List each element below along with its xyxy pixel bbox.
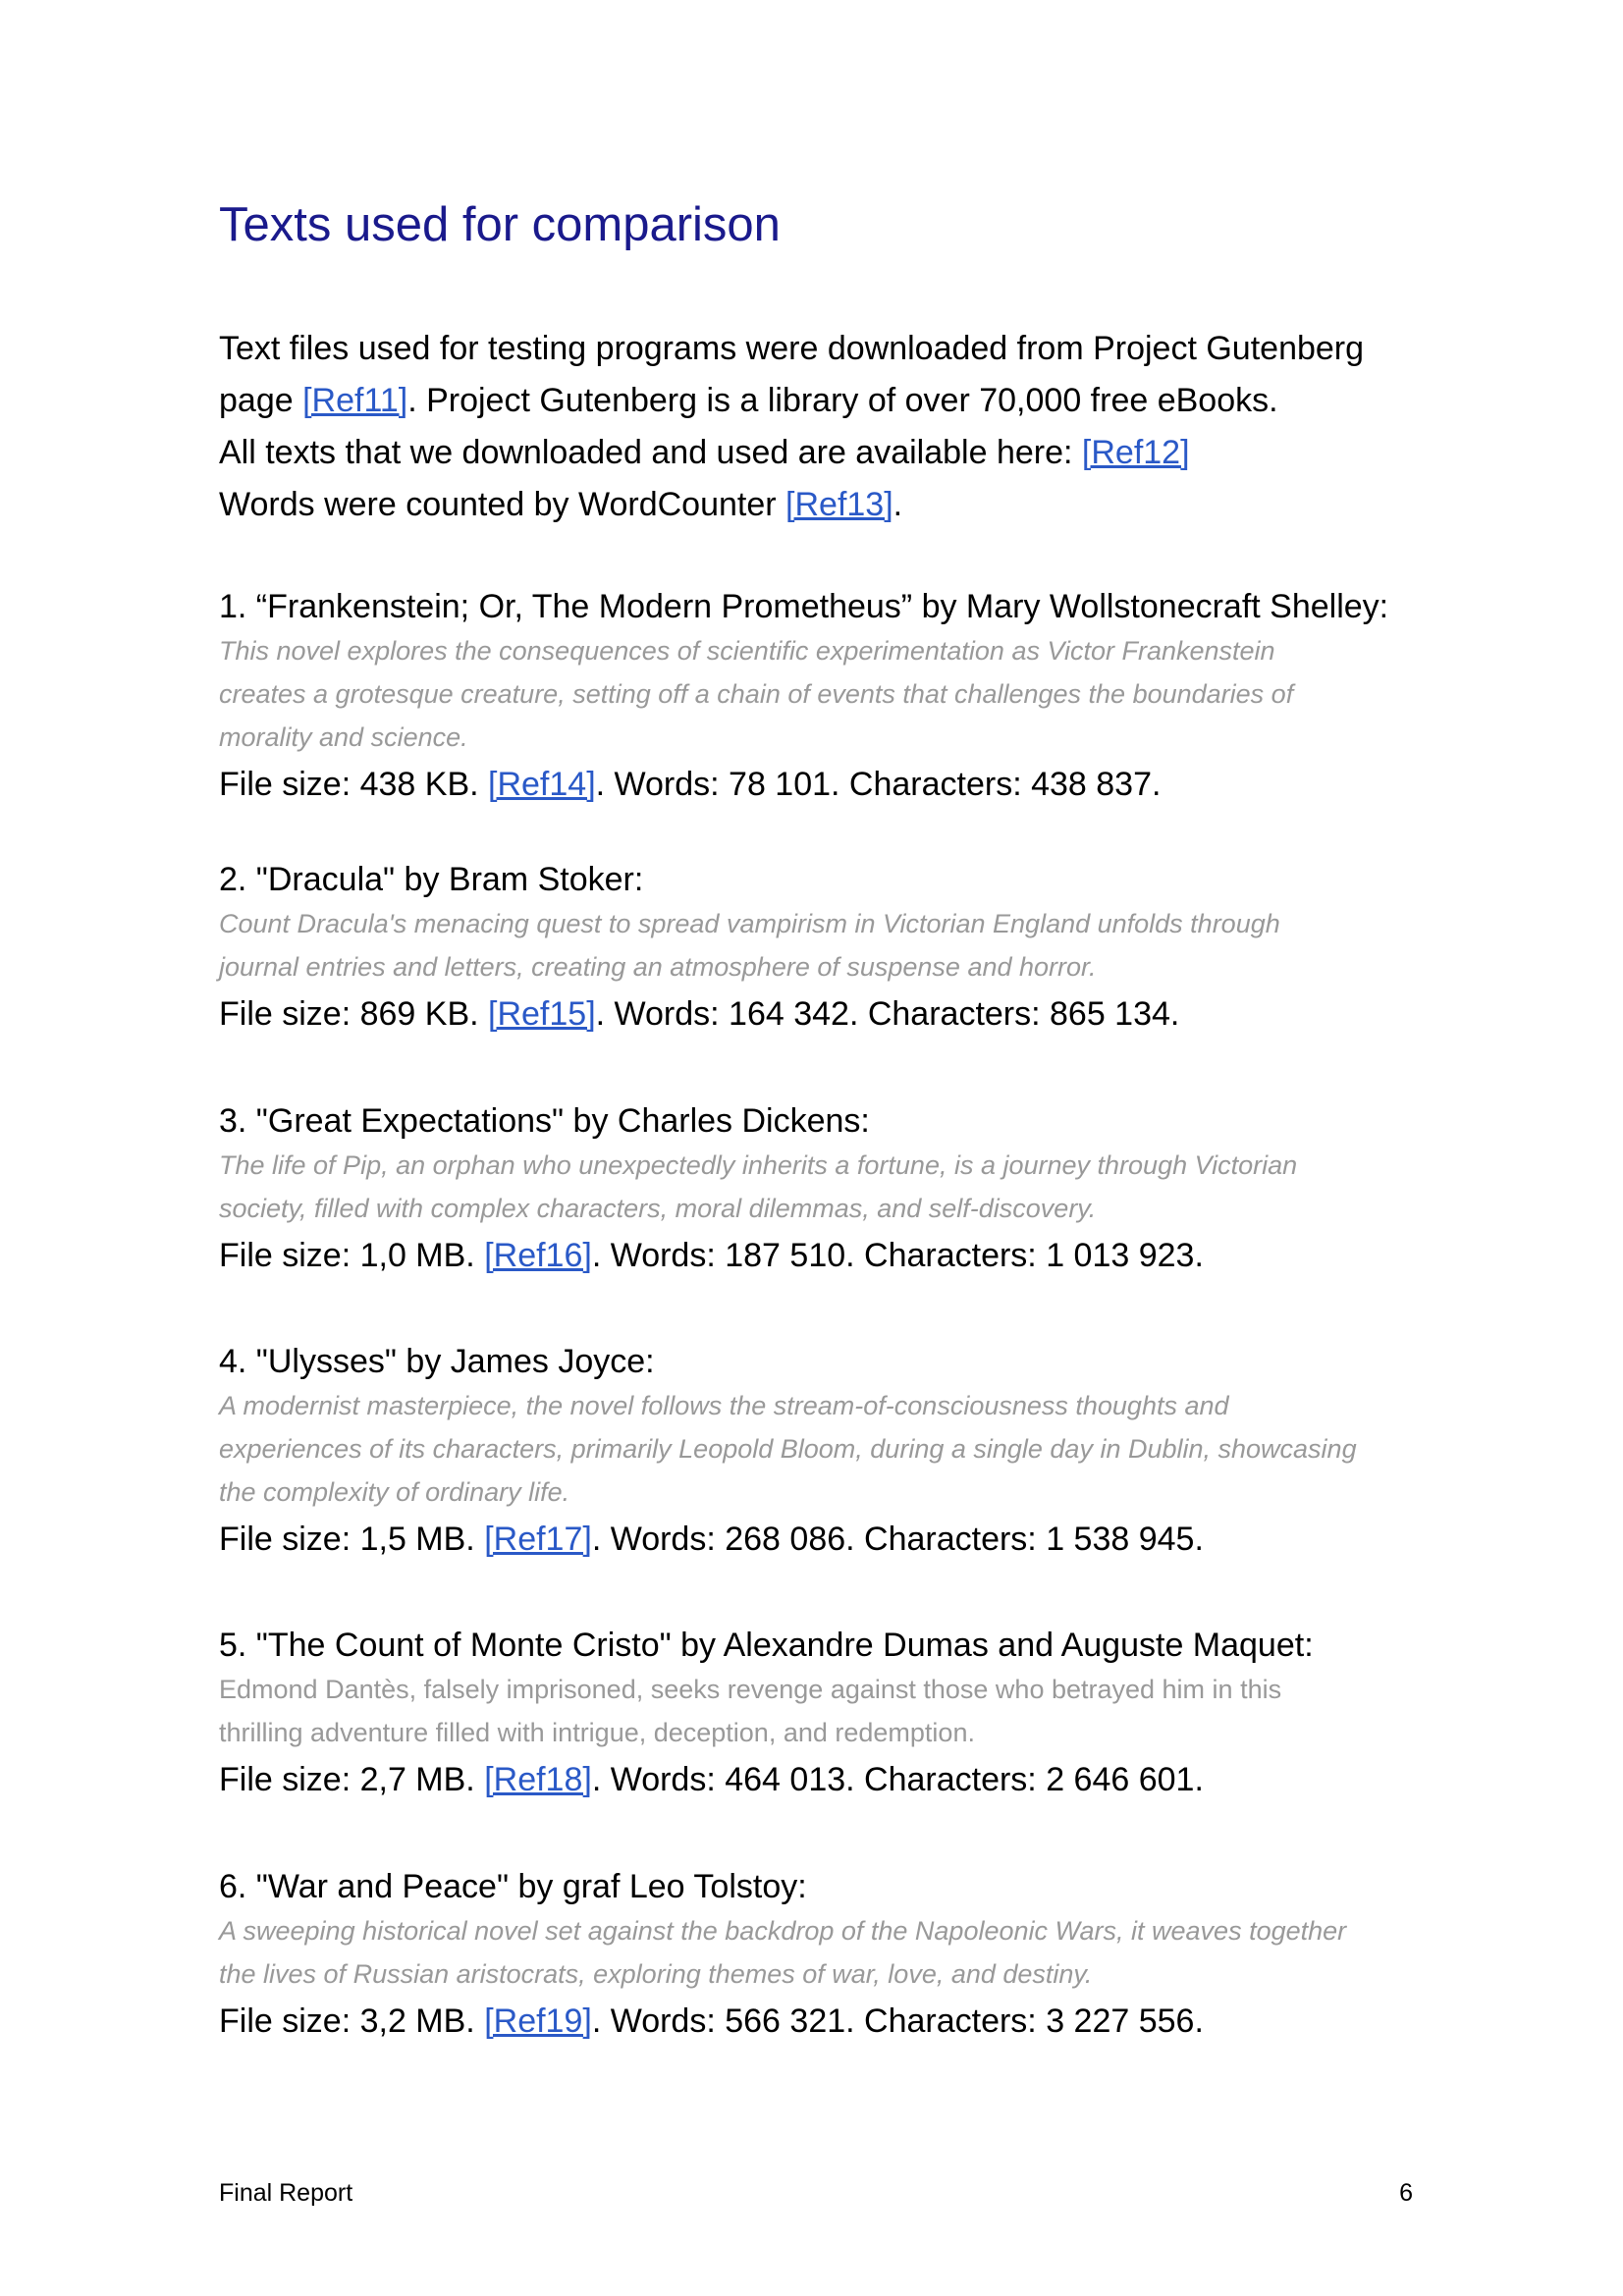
word-character-counts: . Words: 268 086. Characters: 1 538 945.	[591, 1521, 1204, 1558]
book-description-line: journal entries and letters, creating an atmosphere of suspense and horror.	[219, 952, 1097, 982]
intro-line-2-pre: page	[219, 382, 303, 419]
ref16-link[interactable]: [Ref16]	[484, 1237, 592, 1274]
footer-document-title: Final Report	[219, 2179, 353, 2207]
intro-paragraph	[219, 323, 1427, 531]
intro-line-1-text: Text files used for testing programs were downloaded from Project Gutenberg	[219, 330, 1365, 367]
intro-line-2-post: . Project Gutenberg is a library of over 70,000 free eBooks.	[407, 382, 1278, 419]
ref17-link[interactable]: [Ref17]	[484, 1521, 592, 1558]
book-title: 6. "War and Peace" by graf Leo Tolstoy:	[219, 1868, 807, 1905]
book-description-line: society, filled with complex characters, moral dilemmas, and self-discovery.	[219, 1194, 1097, 1223]
word-character-counts: . Words: 464 013. Characters: 2 646 601.	[591, 1761, 1204, 1798]
ref15-link[interactable]: [Ref15]	[488, 995, 596, 1033]
book-description-line: The life of Pip, an orphan who unexpectedly inherits a fortune, is a journey through Victorian	[219, 1150, 1298, 1180]
file-size: File size: 2,7 MB.	[219, 1761, 485, 1798]
file-size: File size: 3,2 MB.	[219, 2002, 485, 2040]
ref13-link[interactable]: [Ref13]	[785, 486, 893, 523]
word-character-counts: . Words: 187 510. Characters: 1 013 923.	[591, 1237, 1204, 1274]
book-description-line: Edmond Dantès, falsely imprisoned, seeks revenge against those who betrayed him in this	[219, 1675, 1282, 1704]
intro-line-4	[219, 479, 1427, 531]
book-title: 4. "Ulysses" by James Joyce:	[219, 1343, 655, 1380]
footer-page-number: 6	[1399, 2179, 1413, 2207]
book-description-line: experiences of its characters, primarily Leopold Bloom, during a single day in Dublin, showcasing	[219, 1434, 1357, 1464]
book-description-line: A modernist masterpiece, the novel follows the stream-of-consciousness thoughts and	[219, 1391, 1229, 1420]
section-title: Texts used for comparison	[219, 198, 781, 251]
file-size: File size: 869 KB.	[219, 995, 489, 1033]
intro-line-1	[219, 323, 1427, 375]
book-description	[219, 1668, 1427, 1754]
book-description-line: morality and science.	[219, 722, 468, 752]
intro-line-2	[219, 375, 1427, 427]
intro-line-4-pre: Words were counted by WordCounter	[219, 486, 786, 523]
ref18-link[interactable]: [Ref18]	[484, 1761, 592, 1798]
book-title: 2. "Dracula" by Bram Stoker:	[219, 861, 644, 898]
book-entry-monte-cristo	[219, 1623, 1427, 1805]
book-file-stats	[219, 1514, 1427, 1565]
intro-line-3-pre: All texts that we downloaded and used are available here:	[219, 434, 1082, 471]
book-description-line: the complexity of ordinary life.	[219, 1477, 570, 1507]
file-size: File size: 1,0 MB.	[219, 1237, 485, 1274]
intro-line-4-post: .	[893, 486, 903, 523]
ref12-link[interactable]: [Ref12]	[1081, 434, 1190, 471]
book-title: 1. “Frankenstein; Or, The Modern Prometheus” by Mary Wollstonecraft Shelley:	[219, 588, 1389, 625]
book-description	[219, 1909, 1427, 1996]
ref11-link[interactable]: [Ref11]	[302, 382, 408, 419]
book-description	[219, 1144, 1427, 1230]
book-description-line: Count Dracula's menacing quest to spread vampirism in Victorian England unfolds through	[219, 909, 1280, 938]
intro-line-3	[219, 427, 1427, 479]
book-description	[219, 1384, 1427, 1514]
book-file-stats	[219, 1230, 1427, 1281]
book-file-stats	[219, 1996, 1427, 2047]
book-file-stats	[219, 988, 1427, 1040]
book-entry-frankenstein	[219, 584, 1427, 810]
ref19-link[interactable]: [Ref19]	[484, 2002, 592, 2040]
book-description-line: A sweeping historical novel set against the backdrop of the Napoleonic Wars, it weaves together	[219, 1916, 1347, 1946]
book-title: 5. "The Count of Monte Cristo" by Alexandre Dumas and Auguste Maquet:	[219, 1627, 1314, 1664]
book-title: 3. "Great Expectations" by Charles Dickens:	[219, 1102, 870, 1140]
file-size: File size: 1,5 MB.	[219, 1521, 485, 1558]
book-description	[219, 902, 1427, 988]
book-description	[219, 629, 1427, 759]
book-entry-ulysses	[219, 1339, 1427, 1565]
book-description-line: creates a grotesque creature, setting off a chain of events that challenges the boundaries of	[219, 679, 1294, 709]
book-entry-dracula	[219, 857, 1427, 1040]
file-size: File size: 438 KB.	[219, 766, 489, 803]
book-entry-great-expectations	[219, 1098, 1427, 1281]
ref14-link[interactable]: [Ref14]	[488, 766, 596, 803]
book-file-stats	[219, 759, 1427, 810]
book-entry-war-and-peace	[219, 1864, 1427, 2047]
word-character-counts: . Words: 566 321. Characters: 3 227 556.	[591, 2002, 1204, 2040]
book-description-line: This novel explores the consequences of scientific experimentation as Victor Frankenstein	[219, 636, 1275, 666]
book-description-line: thrilling adventure filled with intrigue, deception, and redemption.	[219, 1718, 975, 1747]
word-character-counts: . Words: 164 342. Characters: 865 134.	[595, 995, 1180, 1033]
word-character-counts: . Words: 78 101. Characters: 438 837.	[595, 766, 1162, 803]
book-file-stats	[219, 1754, 1427, 1805]
book-description-line: the lives of Russian aristocrats, exploring themes of war, love, and destiny.	[219, 1959, 1093, 1989]
